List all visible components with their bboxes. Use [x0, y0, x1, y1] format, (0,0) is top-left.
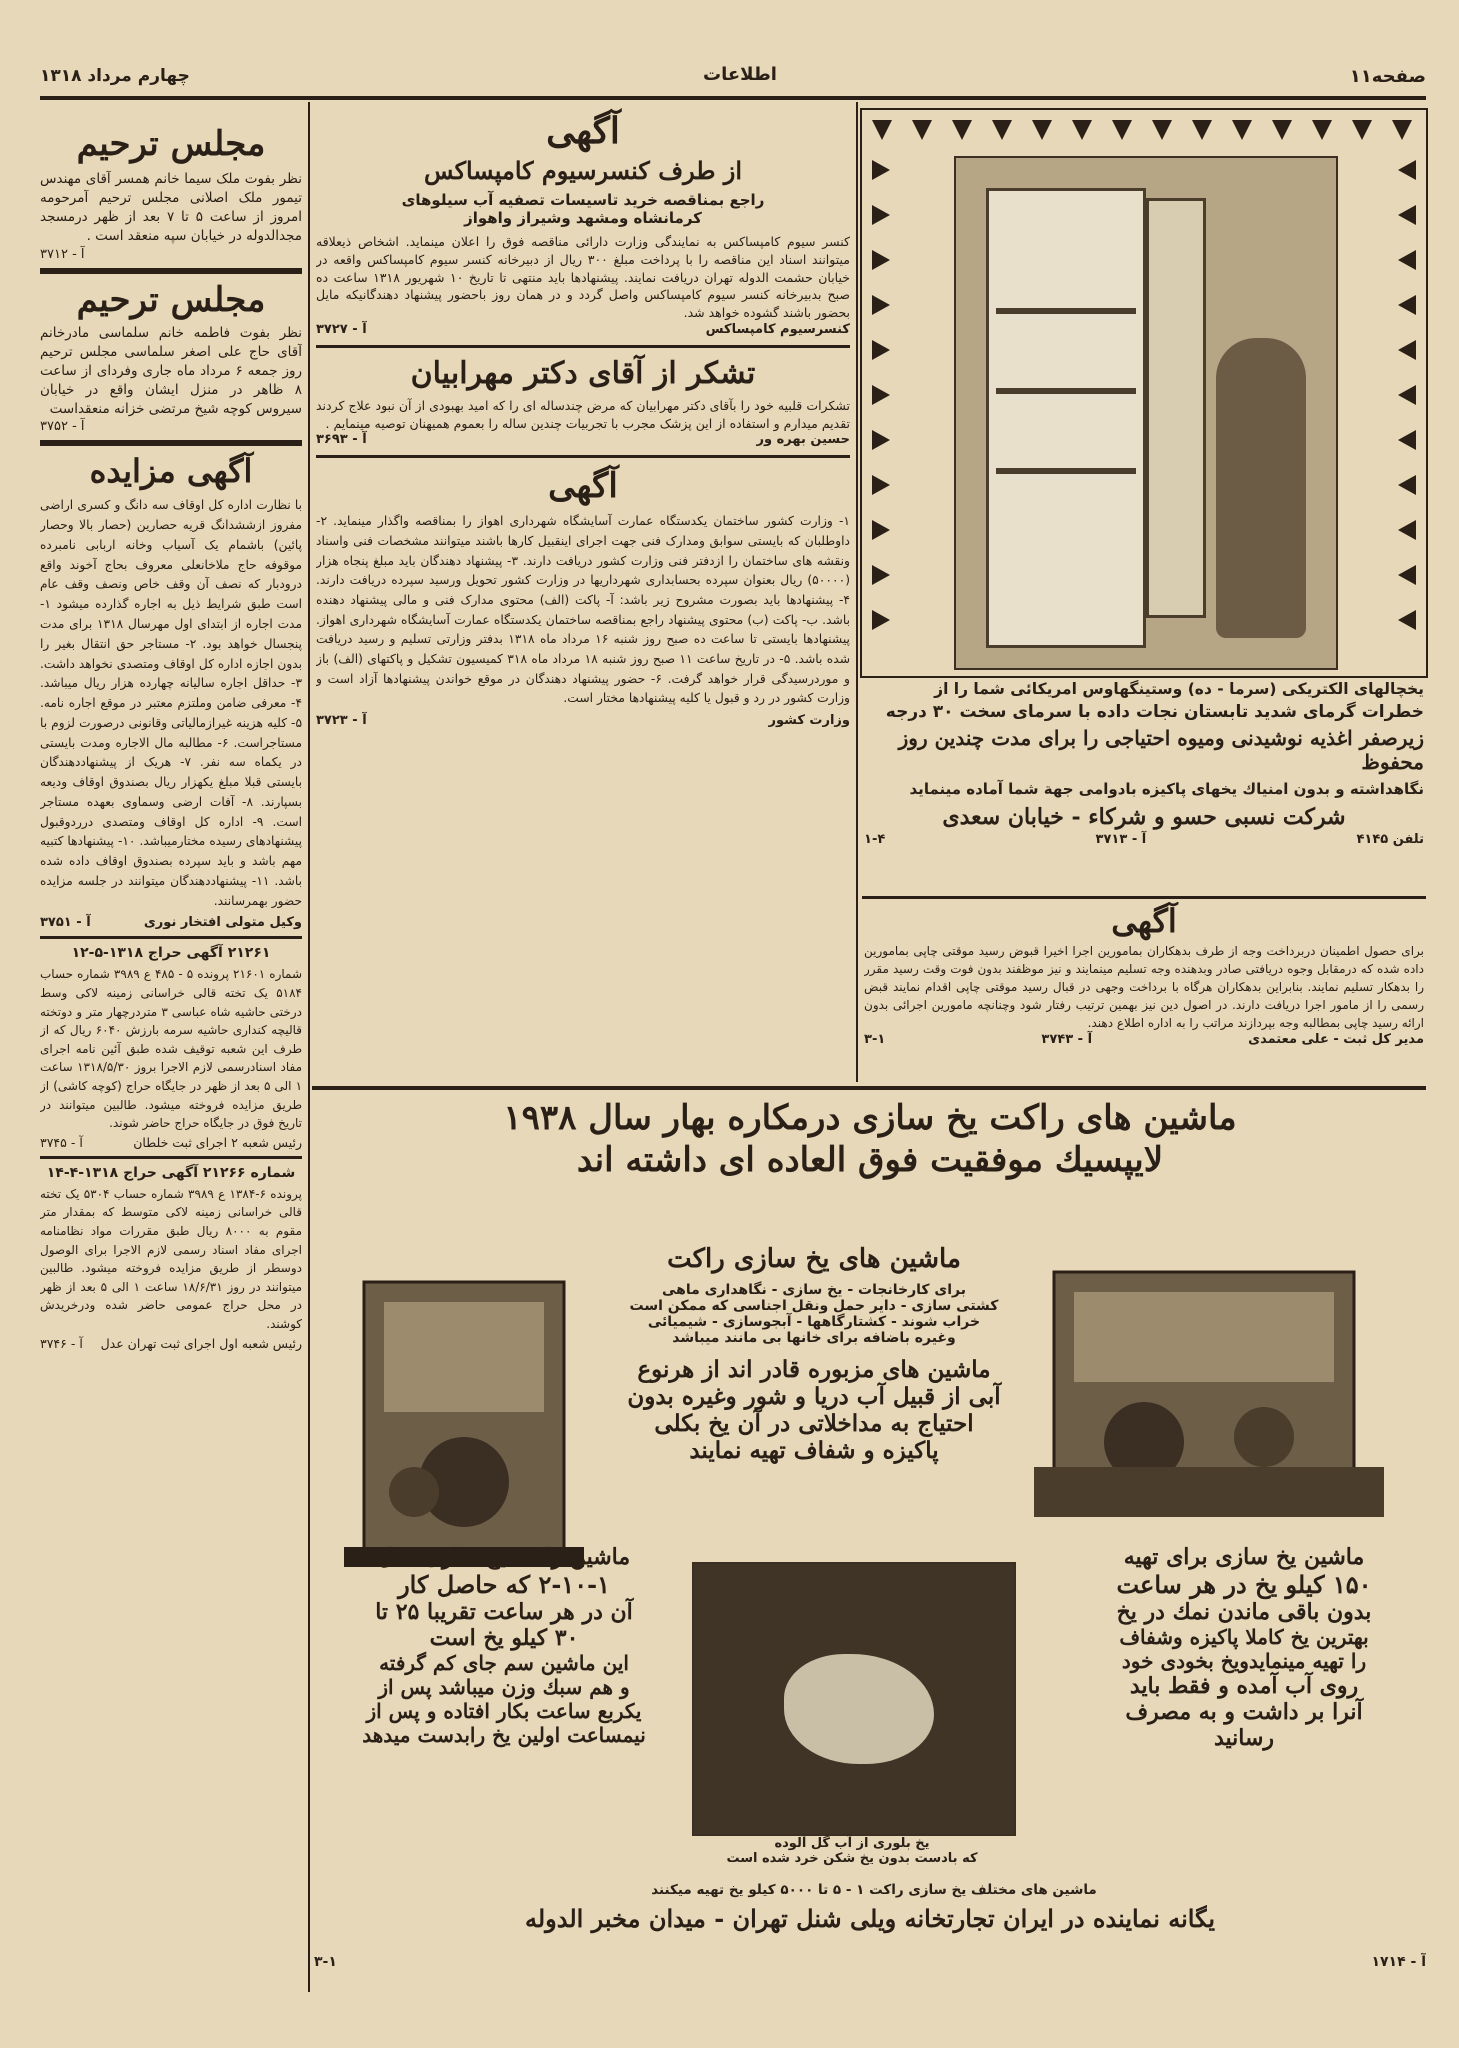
thanks-code: آ - ۳۶۹۳	[316, 432, 367, 448]
header-date: چهارم مرداد ۱۳۱۸	[40, 66, 190, 86]
tender-ad-subtitle-2: راجع بمناقصه خرید تاسیسات تصفیه آب سیلوهای کرمانشاه ومشهد وشیراز واهواز	[401, 191, 765, 227]
tender-ad-signer: کنسرسیوم کامپساکس	[705, 321, 850, 337]
auction-body: با نظارت اداره کل اوقاف سه دانگ و کسری اراضی مفروز ازششدانگ قریه حصارین (حصار بالا وحصار پائین) باشمام یک آسیاب وخانه اربابی نامبرده موقوفه حاج ملاخانعلی معروف بحاج آخوند واقع درودبار که نصف آن وقف خاص ونصف وقف عام است طبق شرایط ذیل به اجاره گذارده میشود ۱- مدت اجاره از ابتدای اول مهرسال ۱۳۱۸ برای مدت پنجسال خواهد بود. ۲- مستاجر حق انتقال بغیر را بدون اجازه اداره کل اوقاف ومتصدی نخواهد داشت. ۳- حداقل اجاره سالیانه چهارده هزار ریال میباشد. ۴- معرفی ضامن وملتزم معتبر در موقع اجاره نامه. ۵- کلیه هزینه غیرازمالیاتی وقانونی درصورت لزوم با مستاجراست. ۶- مطالبه مال الاجاره ومدت بایستی در یکماه سه نفر. ۷- هریک از پیشنهاددهندگان بایستی قبلا مبلغ یکهزار ریال بصندوق اوقاف ودیعه بسپارند. ۸- آفات ارضی وسماوی بعهده مستاجر است. ۹- اداره کل اوقاف ومتصدی درردوقبول پیشنهادهای رسیده مختارمیباشد. ۱۰- پیشنهادها کتبیه مهم باشد و باید سپرده بصندوق اوقاف داده شده باشد. ۱۱- پیشنهاددهندگان میتوانند در جلسه مزایده حضور بهمرسانند.	[40, 498, 302, 908]
fridge-line-2: خطرات گرمای شدید تابستان نجات داده با سرمای سخت ۳۰ درجه	[885, 702, 1424, 722]
auction-title: آگهی مزایده	[89, 452, 253, 491]
page-header	[40, 62, 1426, 92]
ice-ad-left-line: نیمساعت اولین یخ رابدست میدهد	[362, 1723, 646, 1747]
ice-ad-right-line: را تهیه مینمایدویخ بخودی خود	[1121, 1649, 1367, 1673]
ice-ad-machines-line: ماشین های مختلف یخ سازی راکت ۱ - ۵ تا ۵۰۰۰ کیلو یخ تهیه میکنند	[651, 1882, 1097, 1898]
fridge-phone: تلفن ۴۱۴۵	[1356, 832, 1424, 847]
registry-ad-title: آگهی	[1111, 902, 1177, 940]
tender-ad-body: کنسر سیوم کامپساکس به نمایندگی وزارت دارائی مناقصه فوق را اعلان مینماید. اشخاص ذیعلاقه میتوانند اسناد این مناقصه را با پرداخت مبلغ ۳۰۰ ریال از دبیرخانه کنسر سیوم کامپساکس واقعه در خیابان حشمت الدوله تهران دریافت نمایند. پیشنهادها باید منتهی تا تاریخ ۱۰ شهریور ۱۳۱۸ ساعت ده صبح بدبیرخانه کنسر سیوم کامپساکس واصل گردد و در همان روز باحضور پیشنهاد دهندگانیکه مایل بحضور باشند گشوده خواهد شد.	[316, 234, 850, 320]
ice-ad-left-line: و هم سبك وزن میباشد پس از	[378, 1675, 630, 1699]
ice-photo-caption-2: که بادست بدون یخ شکن خرد شده است	[726, 1851, 978, 1866]
ice-ad-right-line: رسانید	[1213, 1725, 1275, 1751]
auction-3-code: آ - ۳۷۴۶	[40, 1335, 83, 1351]
ice-ad-left-line: یکربع ساعت بکار افتاده و پس از	[366, 1699, 642, 1723]
divider	[316, 345, 850, 348]
ice-ad-right-line: بدون باقی ماندن نمك در یخ	[1116, 1599, 1372, 1625]
ice-ad-middle	[604, 1244, 1024, 1584]
divider	[312, 1086, 1426, 1090]
ice-ad-agent: یگانه نماینده در ایران تجارتخانه ویلی شنل تهران - میدان مخبر الدوله	[524, 1904, 1216, 1933]
memorial-notice-2-code: آ - ۳۷۵۲	[40, 419, 85, 435]
ice-photo-caption	[692, 1836, 1012, 1866]
ice-ad-left-line: ۲-۱۰-۱ که حاصل کار	[398, 1570, 610, 1599]
ministry-ad-title: آگهی	[548, 466, 618, 507]
registry-ad-body: برای حصول اطمینان دربرداخت وجه از طرف بدهکاران بمامورین اجرا اخیرا قبوض رسید موقتی چاپی بمامورین داده شده که درمقابل وجوه دریافتی صادر وبدهنده وجه تسلیم مینمایند و نیز موظفند بدون فوت وقت رسید مقرر را بدهکار تسلیم نمایند. بنابراین بدهکاران هرگاه با برداخت وجهی در قبال رسید موقتی چاپی اقدام نمایند قبض رسمی را از مامور اجرا دریافت دارند. در اصول دین نیز بهمین ترتیب رفتار شود وچنانچه مامورین اجرائی بدون ارائه رسید چاپی بمطالبه وجه بپردازند مراتب را به اداره اطلاع دهند.	[864, 944, 1424, 1030]
divider	[40, 1156, 302, 1159]
auction-code: آ - ۳۷۵۱	[40, 915, 91, 931]
fridge-ref: ۱-۴	[864, 832, 886, 847]
divider	[40, 936, 302, 939]
ministry-ad-signer: وزارت کشور	[768, 712, 850, 728]
ice-ad-right-block	[1074, 1544, 1414, 1844]
fridge-code: آ - ۳۷۱۳	[1095, 832, 1147, 847]
center-column	[316, 104, 850, 1084]
registry-ad	[864, 902, 1424, 1082]
header-rule	[40, 96, 1426, 100]
auction-signer: وکیل متولی افتخار نوری	[143, 915, 302, 931]
fridge-ad	[860, 108, 1428, 678]
tender-ad-footer	[316, 322, 850, 337]
divider	[40, 440, 302, 446]
divider	[40, 268, 302, 274]
auction-3-body: پرونده ۶-۱۳۸۴ ع ۳۹۸۹ شماره حساب ۵۳۰۴ یک تخته قالی خراسانی زمینه لاکی متوسط که بمقدار متر مقوم به ۸۰۰۰ ریال طبق مقررات مواد نظامنامه اجرای مفاد اسناد رسمی لازم الاجرا برای الوصول دوسطر از طریق مزایده فروخته میشود. طالبین میتوانند در روز ۱۸/۶/۳۱ ساعت ۱ الی ۵ بعد از ظهر در محل حراج عمومی حاضر شده ودرخریدش کوشند.	[40, 1186, 302, 1331]
ice-ad-right-line: آنرا بر داشت و به مصرف	[1125, 1699, 1363, 1725]
auction-3-title: شماره ۲۱۲۶۶ آگهی حراج ۱۳۱۸-۴-۱۴	[46, 1164, 296, 1181]
ice-ad-left-line: ۳۰ کیلو یخ است	[429, 1625, 579, 1651]
registry-ad-signer: مدیر کل ثبت - علی معتمدی	[1248, 1032, 1424, 1047]
memorial-notice-2-title: مجلس ترحیم	[76, 279, 266, 320]
ice-ad-subtitle: ماشین های یخ سازی راکت	[667, 1244, 961, 1274]
tender-ad-subtitle: از طرف کنسرسیوم کامپساکس	[423, 156, 743, 185]
ice-ad-footer	[314, 1954, 1426, 1970]
ice-ad-code-right: آ - ۱۷۱۴	[1371, 1954, 1426, 1970]
ice-ad-left-line: ماشین راکت یخ سازی مدل	[377, 1544, 631, 1570]
ice-machine-right-icon	[1034, 1252, 1394, 1542]
ice-ad-uses-4: وغیره باضافه برای خانها بی مانند میباشد	[672, 1330, 956, 1346]
ice-machine-left-icon	[344, 1242, 594, 1592]
registry-ad-ref: ۳-۱	[864, 1032, 886, 1047]
tender-ad-code: آ - ۳۷۲۷	[316, 321, 367, 337]
ice-ad-uses-3: خراب شوند - کشتارگاهها - آبجوسازی - شیمیائی	[647, 1314, 981, 1330]
fridge-line-1: یخچالهای الکتریکی (سرما - ده) وستینگهاوس امریکائی شما را از	[934, 680, 1424, 698]
auction-footer	[40, 915, 302, 930]
auction-2-title: ۲۱۲۶۱ آگهی حراج ۱۳۱۸-۵-۱۲	[71, 945, 271, 962]
fridge-line-4: نگاهداشته و بدون امنیاك یخهای پاکیزه بادوامی جهة شما آماده مینماید	[909, 780, 1424, 798]
ice-ad-headline-2: لایپسیك موفقیت فوق العاده ای داشته اند	[576, 1140, 1164, 1180]
ministry-ad-code: آ - ۳۷۲۳	[316, 712, 367, 728]
ice-ad-claim-4: پاکیزه و شفاف تهیه نمایند	[689, 1437, 939, 1464]
ice-ad-right-line: روی آب آمده و فقط باید	[1129, 1673, 1359, 1699]
memorial-notice-code: آ - ۳۷۱۲	[40, 246, 85, 262]
divider	[862, 896, 1426, 899]
fridge-footer	[864, 832, 1424, 847]
auction-3-signer: رئیس شعبه اول اجرای ثبت تهران عدل	[100, 1335, 302, 1351]
memorial-notice-body: نظر بفوت ملک سیما خانم همسر آقای مهندس تیمور ملک اصلانی مجلس ترحیم آمرحومه امروز از ساعت ۵ تا ۷ بعد از ظهر درمسجد مجدالدوله در خیابان سپه منعقد است .	[40, 171, 302, 245]
thanks-body: تشکرات قلبیه خود را بآقای دکتر مهرابیان که مرض چندساله ای را که امید بهبودی از آن نبود علاج کردند تقدیم میدارم و استفاده از این پزشک مجرب با تجربیات چندین ساله را بعموم همیهنان توصیه مینمایم .	[316, 397, 850, 431]
ice-ad-left-line: آن در هر ساعت تقریبا ۲۵ تا	[375, 1599, 633, 1625]
page-number: صفحه۱۱	[1349, 66, 1426, 87]
ice-ad-left-block	[324, 1544, 684, 1844]
thanks-signer: حسین بهره ور	[756, 432, 850, 448]
thanks-footer	[316, 432, 850, 447]
fridge-shelf	[996, 308, 1136, 314]
memorial-notice-2-body: نظر بفوت فاطمه خانم سلماسی مادرخانم آقای حاج علی اصغر سلماسی مجلس ترحیم روز جمعه ۶ مرداد ماه جاری وفردای از ساعت ۸ ظاهر در منزل ایشان واقع در خیابان سیروس کوچه شیخ مرتضی خزانه منعقداست	[40, 324, 302, 418]
fridge-body	[986, 188, 1146, 648]
child-figure	[1216, 338, 1306, 638]
column-divider-left	[308, 102, 310, 1992]
ice-block-shape	[784, 1654, 934, 1764]
column-divider-right	[856, 102, 858, 1082]
ice-machine-ad	[314, 1092, 1426, 1992]
ice-ad-uses-2: کشتی سازی - دایر حمل ونقل اجناسی که ممکن است	[629, 1298, 999, 1314]
ice-photo-caption-1: یخ بلوری از آب گل آلوده	[774, 1836, 930, 1851]
fridge-ad-copy	[864, 680, 1424, 890]
auction-2-footer	[40, 1135, 302, 1150]
ice-ad-claim-1: ماشین های مزبوره قادر اند از هرنوع	[637, 1356, 991, 1383]
fridge-shelf	[996, 468, 1136, 474]
registry-ad-footer	[864, 1032, 1424, 1047]
auction-2-signer: رئیس شعبه ۲ اجرای ثبت خلطان	[133, 1134, 302, 1150]
thanks-title: تشکر از آقای دکتر مهرابیان	[410, 355, 756, 391]
ice-ad-headline-1: ماشین های راکت یخ سازی درمکاره بهار سال ۱۹۳۸	[503, 1098, 1237, 1138]
registry-ad-code: آ - ۳۷۴۳	[1041, 1032, 1093, 1047]
paper-name: اطلاعات	[703, 64, 777, 85]
fridge-shelf	[996, 388, 1136, 394]
ice-ad-left-line: این ماشین سم جای کم گرفته	[379, 1651, 629, 1675]
fridge-door	[1146, 198, 1206, 618]
ice-photo	[692, 1562, 1016, 1836]
ministry-ad-body: ۱- وزارت کشور ساختمان یکدستگاه عمارت آسایشگاه شهرداری اهواز را بمناقصه واگذار مینماید. ۲- داوطلبان که بایستی سوابق ومدارک فنی جهت اجرای اینقبیل کارها باشند میتوانند مشخصات فنی واسناد ونقشه های ساختمان را ازدفتر فنی وزارت کشور دریافت دارند. ۳- پیشنهاد دهندگان باید مبلغ پنجاه هزار (۵۰۰۰۰) ریال بعنوان سپرده بحسابداری شهرداریها در وزارت کشور تحویل ورسید سپرده دریافت دارند. ۴- پیشنهادها باید بصورت مشروح زیر باشد: آ- پاکت (الف) محتوی مدارک فنی و مالی پیشنهاد دهنده باشد. ب- پاکت (ب) محتوی پیشنهاد راجع بمناقصه ساختمان یکدستگاه عمارت آسایشگاه شهرداری اهواز. پیشنهادها بایستی تا ساعت ده صبح روز شنبه ۱۶ مرداد ماه ۱۳۱۸ بدفتر وزارتی تسلیم و رسید دریافت شده باشد. ۵- در تاریخ ساعت ۱۱ صبح روز شنبه ۱۸ مرداد ماه ۳۱۸ کمیسیون تشکیل و پاکتهای (الف) باز و موردرسیدگی قرار خواهد گرفت. ۶- حضور پیشنهاد دهندگان در موقع خواندن پیشنهادها آزاد است و وزارت کشور در رد و قبول یا کلیه پیشنهادها مختار است.	[316, 514, 850, 706]
ice-ad-right-line: ماشین یخ سازی برای تهیه	[1123, 1544, 1365, 1570]
auction-2-body: شماره ۲۱۶۰۱ پرونده ۵ - ۴۸۵ ع ۳۹۸۹ شماره حساب ۵۱۸۴ یک تخته قالی خراسانی زمینه لاکی وسط درختی حاشیه شاه عباسی ۳ متردرچهار متر و دوتخته قالیچه کنداری حاشیه سرمه بارزش ۶۰۴۰ ریال که از طرف این شعبه توقیف شده طبق آئین نامه اجرای مفاد اسنادرسمی لازم الاجرا بروز ۱۳۱۸/۵/۳۰ ساعت ۱ الی ۵ بعد از ظهر در جایگاه حراج (کوچه کاشی) از طریق مزایده فروخته میشود. طالبین میتوانند در تاریخ فوق در جایگاه حراج حاضر شوند.	[40, 967, 302, 1131]
ice-ad-claim-2: آبی از قبیل آب دریا و شور وغیره بدون	[627, 1383, 1001, 1410]
fridge-line-3: زیرصفر اغذیه نوشیدنی ومیوه احتیاجی را برای مدت چندین روز محفوظ	[898, 726, 1424, 774]
fridge-photo	[954, 156, 1338, 670]
left-column	[40, 104, 302, 1984]
ice-ad-code-left: ۳-۱	[314, 1954, 337, 1970]
ice-ad-uses-1: برای کارخانجات - یخ سازی - نگاهداری ماهی	[661, 1282, 966, 1298]
memorial-notice-title: مجلس ترحیم	[76, 124, 266, 164]
ministry-ad-footer	[316, 713, 850, 728]
auction-2-code: آ - ۳۷۴۵	[40, 1134, 83, 1150]
ice-ad-right-line: ۱۵۰ کیلو یخ در هر ساعت	[1116, 1570, 1372, 1599]
divider	[316, 455, 850, 458]
tender-ad-title: آگهی	[546, 110, 620, 152]
ice-ad-claim-3: احتیاج به مداخلاتی در آن یخ بکلی	[654, 1410, 974, 1437]
ice-ad-right-line: بهترین یخ کاملا پاکیزه وشفاف	[1119, 1625, 1369, 1649]
auction-3-footer	[40, 1336, 302, 1351]
fridge-company: شرکت نسبی حسو و شرکاء - خیابان سعدی	[942, 804, 1346, 830]
